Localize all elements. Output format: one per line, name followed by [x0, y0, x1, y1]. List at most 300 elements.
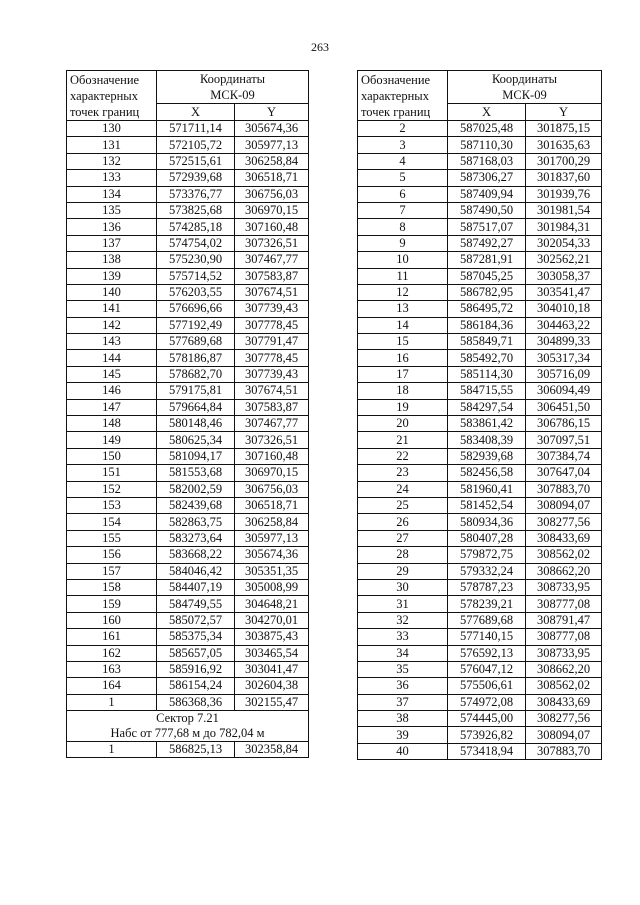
point-number-cell: 130 [67, 121, 157, 137]
table-row [67, 268, 309, 284]
x-coordinate-cell: 587409,94 [448, 186, 526, 202]
y-coordinate-cell: 304010,18 [526, 301, 602, 317]
point-label-line: Обозначение [361, 73, 431, 87]
y-coordinate-cell: 304648,21 [235, 596, 309, 612]
y-coordinate-cell: 302358,84 [235, 742, 309, 758]
x-coordinate-cell: 579664,84 [157, 399, 235, 415]
x-coordinate-cell: 572515,61 [157, 153, 235, 169]
y-coordinate-cell: 308662,20 [526, 661, 602, 677]
point-number-cell: 137 [67, 235, 157, 251]
y-coordinate-cell: 303541,47 [526, 284, 602, 300]
x-header: X [157, 104, 235, 121]
point-number-cell: 33 [358, 629, 448, 645]
y-coordinate-cell: 301837,60 [526, 170, 602, 186]
table-row [358, 219, 602, 235]
y-coordinate-cell: 306518,71 [235, 170, 309, 186]
y-coordinate-cell: 306094,49 [526, 383, 602, 399]
point-number-cell: 5 [358, 170, 448, 186]
y-coordinate-cell: 305351,35 [235, 563, 309, 579]
coords-header [157, 71, 309, 104]
table-row [67, 219, 309, 235]
x-coordinate-cell: 582439,68 [157, 497, 235, 513]
x-coordinate-cell: 577192,49 [157, 317, 235, 333]
x-coordinate-cell: 580148,46 [157, 416, 235, 432]
table-row [67, 579, 309, 595]
table-row [358, 268, 602, 284]
y-coordinate-cell: 306970,15 [235, 465, 309, 481]
y-coordinate-cell: 307674,51 [235, 284, 309, 300]
y-coordinate-cell: 304270,01 [235, 612, 309, 628]
y-coordinate-cell: 307384,74 [526, 448, 602, 464]
point-number-cell: 155 [67, 530, 157, 546]
point-number-cell: 28 [358, 547, 448, 563]
table-row [67, 629, 309, 645]
point-number-cell: 38 [358, 711, 448, 727]
point-number-cell: 15 [358, 334, 448, 350]
y-coordinate-cell: 308777,08 [526, 596, 602, 612]
x-coordinate-cell: 571711,14 [157, 121, 235, 137]
table-row [67, 694, 309, 710]
x-coordinate-cell: 578186,87 [157, 350, 235, 366]
table-row [358, 629, 602, 645]
point-number-cell: 136 [67, 219, 157, 235]
table-row [67, 350, 309, 366]
x-coordinate-cell: 587025,48 [448, 121, 526, 137]
y-coordinate-cell: 301875,15 [526, 121, 602, 137]
table-row [358, 497, 602, 513]
y-coordinate-cell: 307647,04 [526, 465, 602, 481]
point-label-line: характерных [361, 89, 429, 103]
point-number-cell: 162 [67, 645, 157, 661]
point-number-cell: 17 [358, 366, 448, 382]
x-coordinate-cell: 574754,02 [157, 235, 235, 251]
point-number-cell: 23 [358, 465, 448, 481]
x-coordinate-cell: 586495,72 [448, 301, 526, 317]
x-coordinate-cell: 585072,57 [157, 612, 235, 628]
x-coordinate-cell: 579175,81 [157, 383, 235, 399]
y-coordinate-cell: 307791,47 [235, 334, 309, 350]
x-coordinate-cell: 583861,42 [448, 416, 526, 432]
y-header: Y [526, 104, 602, 121]
x-coordinate-cell: 579332,24 [448, 563, 526, 579]
table-row [67, 432, 309, 448]
y-coordinate-cell: 305716,09 [526, 366, 602, 382]
point-number-cell: 35 [358, 661, 448, 677]
point-number-cell: 29 [358, 563, 448, 579]
table-row [358, 514, 602, 530]
x-coordinate-cell: 586825,13 [157, 742, 235, 758]
y-coordinate-cell: 301939,76 [526, 186, 602, 202]
table-row [67, 563, 309, 579]
y-coordinate-cell: 308433,69 [526, 530, 602, 546]
table-row [358, 137, 602, 153]
point-number-cell: 144 [67, 350, 157, 366]
table-row [358, 235, 602, 251]
x-coordinate-cell: 573926,82 [448, 727, 526, 743]
table-row [67, 465, 309, 481]
point-number-cell: 20 [358, 416, 448, 432]
x-coordinate-cell: 587492,27 [448, 235, 526, 251]
point-number-cell: 34 [358, 645, 448, 661]
y-coordinate-cell: 307778,45 [235, 350, 309, 366]
point-number-cell: 11 [358, 268, 448, 284]
y-coordinate-cell: 307097,51 [526, 432, 602, 448]
y-coordinate-cell: 307883,70 [526, 481, 602, 497]
point-number-cell: 158 [67, 579, 157, 595]
point-number-cell: 134 [67, 186, 157, 202]
table-row [67, 252, 309, 268]
table-row [358, 727, 602, 743]
table-row [67, 170, 309, 186]
x-coordinate-cell: 582456,58 [448, 465, 526, 481]
point-number-cell: 27 [358, 530, 448, 546]
point-number-cell: 149 [67, 432, 157, 448]
point-number-cell: 133 [67, 170, 157, 186]
table-row [358, 448, 602, 464]
y-coordinate-cell: 308094,07 [526, 497, 602, 513]
x-coordinate-cell: 587168,03 [448, 153, 526, 169]
y-coordinate-cell: 303041,47 [235, 661, 309, 677]
point-number-cell: 19 [358, 399, 448, 415]
y-coordinate-cell: 302155,47 [235, 694, 309, 710]
point-label-header [67, 71, 157, 121]
coordinates-table-left [66, 70, 309, 758]
coords-label-line: Координаты [199, 72, 266, 87]
point-number-cell: 40 [358, 743, 448, 759]
table-row [67, 186, 309, 202]
table-row [358, 399, 602, 415]
point-number-cell: 1 [67, 694, 157, 710]
table-row [358, 645, 602, 661]
point-number-cell: 1 [67, 742, 157, 758]
coords-label-line: МСК-09 [502, 88, 547, 103]
point-number-cell: 151 [67, 465, 157, 481]
y-coordinate-cell: 307160,48 [235, 219, 309, 235]
x-coordinate-cell: 577689,68 [157, 334, 235, 350]
point-number-cell: 21 [358, 432, 448, 448]
table-row [358, 661, 602, 677]
point-number-cell: 138 [67, 252, 157, 268]
x-coordinate-cell: 576047,12 [448, 661, 526, 677]
table-row [67, 284, 309, 300]
x-coordinate-cell: 577140,15 [448, 629, 526, 645]
y-coordinate-cell: 308277,56 [526, 514, 602, 530]
y-header: Y [235, 104, 309, 121]
point-number-cell: 132 [67, 153, 157, 169]
y-coordinate-cell: 307326,51 [235, 432, 309, 448]
point-number-cell: 150 [67, 448, 157, 464]
y-coordinate-cell: 308733,95 [526, 645, 602, 661]
table-row [358, 153, 602, 169]
point-number-cell: 3 [358, 137, 448, 153]
table-row [358, 579, 602, 595]
x-coordinate-cell: 584749,55 [157, 596, 235, 612]
table-row [67, 317, 309, 333]
y-coordinate-cell: 307674,51 [235, 383, 309, 399]
table-row [67, 612, 309, 628]
point-number-cell: 143 [67, 334, 157, 350]
y-coordinate-cell: 308433,69 [526, 694, 602, 710]
table-row [358, 186, 602, 202]
point-number-cell: 16 [358, 350, 448, 366]
y-coordinate-cell: 307883,70 [526, 743, 602, 759]
y-coordinate-cell: 305008,99 [235, 579, 309, 595]
x-coordinate-cell: 585114,30 [448, 366, 526, 382]
coords-label-line: Координаты [491, 72, 558, 87]
point-number-cell: 2 [358, 121, 448, 137]
table-row [67, 137, 309, 153]
y-coordinate-cell: 307583,87 [235, 268, 309, 284]
point-number-cell: 153 [67, 497, 157, 513]
table-row [67, 530, 309, 546]
y-coordinate-cell: 302054,33 [526, 235, 602, 251]
y-coordinate-cell: 306258,84 [235, 514, 309, 530]
y-coordinate-cell: 301635,63 [526, 137, 602, 153]
table-row [67, 596, 309, 612]
table-row [67, 742, 309, 758]
point-number-cell: 4 [358, 153, 448, 169]
x-coordinate-cell: 584046,42 [157, 563, 235, 579]
table-row [358, 317, 602, 333]
y-coordinate-cell: 301981,54 [526, 202, 602, 218]
y-coordinate-cell: 305977,13 [235, 137, 309, 153]
x-coordinate-cell: 584715,55 [448, 383, 526, 399]
table-row [358, 202, 602, 218]
x-header: X [448, 104, 526, 121]
point-number-cell: 30 [358, 579, 448, 595]
y-coordinate-cell: 306258,84 [235, 153, 309, 169]
x-coordinate-cell: 587490,50 [448, 202, 526, 218]
x-coordinate-cell: 580934,36 [448, 514, 526, 530]
y-coordinate-cell: 302604,38 [235, 678, 309, 694]
x-coordinate-cell: 577689,68 [448, 612, 526, 628]
table-row [67, 678, 309, 694]
x-coordinate-cell: 576592,13 [448, 645, 526, 661]
y-coordinate-cell: 308733,95 [526, 579, 602, 595]
table-row [358, 170, 602, 186]
sector-header [67, 711, 309, 742]
y-coordinate-cell: 306756,03 [235, 186, 309, 202]
y-coordinate-cell: 308562,02 [526, 547, 602, 563]
y-coordinate-cell: 307739,43 [235, 301, 309, 317]
table-row [358, 383, 602, 399]
table-row [358, 416, 602, 432]
point-number-cell: 26 [358, 514, 448, 530]
y-coordinate-cell: 308562,02 [526, 678, 602, 694]
table-row [67, 661, 309, 677]
point-number-cell: 156 [67, 547, 157, 563]
x-coordinate-cell: 572939,68 [157, 170, 235, 186]
table-row [67, 334, 309, 350]
table-row [358, 481, 602, 497]
table-row [358, 350, 602, 366]
table-row [67, 547, 309, 563]
point-number-cell: 154 [67, 514, 157, 530]
x-coordinate-cell: 579872,75 [448, 547, 526, 563]
table-row [358, 334, 602, 350]
table-row [358, 563, 602, 579]
page-number: 263 [311, 40, 329, 54]
y-coordinate-cell: 308094,07 [526, 727, 602, 743]
coordinates-table-right [357, 70, 602, 760]
table-row [358, 121, 602, 137]
table-row [358, 252, 602, 268]
table-row [358, 596, 602, 612]
x-coordinate-cell: 575230,90 [157, 252, 235, 268]
x-coordinate-cell: 580625,34 [157, 432, 235, 448]
point-number-cell: 25 [358, 497, 448, 513]
x-coordinate-cell: 583668,22 [157, 547, 235, 563]
y-coordinate-cell: 304463,22 [526, 317, 602, 333]
x-coordinate-cell: 583408,39 [448, 432, 526, 448]
x-coordinate-cell: 578787,23 [448, 579, 526, 595]
table-row [358, 366, 602, 382]
x-coordinate-cell: 574285,18 [157, 219, 235, 235]
x-coordinate-cell: 586154,24 [157, 678, 235, 694]
x-coordinate-cell: 576696,66 [157, 301, 235, 317]
point-number-cell: 147 [67, 399, 157, 415]
table-row [67, 416, 309, 432]
table-row [358, 301, 602, 317]
table-row [67, 235, 309, 251]
y-coordinate-cell: 306756,03 [235, 481, 309, 497]
y-coordinate-cell: 303465,54 [235, 645, 309, 661]
y-coordinate-cell: 301984,31 [526, 219, 602, 235]
point-number-cell: 152 [67, 481, 157, 497]
x-coordinate-cell: 581094,17 [157, 448, 235, 464]
point-number-cell: 163 [67, 661, 157, 677]
point-number-cell: 36 [358, 678, 448, 694]
point-number-cell: 6 [358, 186, 448, 202]
x-coordinate-cell: 585657,05 [157, 645, 235, 661]
table-row [358, 743, 602, 759]
table-row [358, 678, 602, 694]
point-number-cell: 142 [67, 317, 157, 333]
point-number-cell: 146 [67, 383, 157, 399]
y-coordinate-cell: 307326,51 [235, 235, 309, 251]
table-row [67, 481, 309, 497]
y-coordinate-cell: 308662,20 [526, 563, 602, 579]
x-coordinate-cell: 572105,72 [157, 137, 235, 153]
table-row [358, 694, 602, 710]
x-coordinate-cell: 584297,54 [448, 399, 526, 415]
x-coordinate-cell: 585849,71 [448, 334, 526, 350]
x-coordinate-cell: 585492,70 [448, 350, 526, 366]
x-coordinate-cell: 582939,68 [448, 448, 526, 464]
x-coordinate-cell: 581452,54 [448, 497, 526, 513]
point-number-cell: 10 [358, 252, 448, 268]
coords-label-line: МСК-09 [210, 88, 255, 103]
point-label-line: характерных [70, 89, 138, 103]
point-number-cell: 14 [358, 317, 448, 333]
y-coordinate-cell: 305674,36 [235, 121, 309, 137]
point-number-cell: 13 [358, 301, 448, 317]
table-row [67, 366, 309, 382]
y-coordinate-cell: 305674,36 [235, 547, 309, 563]
x-coordinate-cell: 585375,34 [157, 629, 235, 645]
table-row [67, 497, 309, 513]
x-coordinate-cell: 582002,59 [157, 481, 235, 497]
table-row [67, 301, 309, 317]
point-number-cell: 18 [358, 383, 448, 399]
sector-subtitle: Набс от 777,68 м до 782,04 м [110, 726, 265, 741]
y-coordinate-cell: 306518,71 [235, 497, 309, 513]
point-number-cell: 24 [358, 481, 448, 497]
point-number-cell: 131 [67, 137, 157, 153]
x-coordinate-cell: 583273,64 [157, 530, 235, 546]
table-row [358, 530, 602, 546]
table-row [67, 383, 309, 399]
y-coordinate-cell: 304899,33 [526, 334, 602, 350]
x-coordinate-cell: 586184,36 [448, 317, 526, 333]
point-number-cell: 32 [358, 612, 448, 628]
y-coordinate-cell: 306970,15 [235, 202, 309, 218]
y-coordinate-cell: 308791,47 [526, 612, 602, 628]
point-number-cell: 7 [358, 202, 448, 218]
x-coordinate-cell: 587045,25 [448, 268, 526, 284]
y-coordinate-cell: 307160,48 [235, 448, 309, 464]
x-coordinate-cell: 574972,08 [448, 694, 526, 710]
x-coordinate-cell: 582863,75 [157, 514, 235, 530]
table-row [67, 645, 309, 661]
y-coordinate-cell: 308277,56 [526, 711, 602, 727]
point-number-cell: 148 [67, 416, 157, 432]
x-coordinate-cell: 575506,61 [448, 678, 526, 694]
point-number-cell: 157 [67, 563, 157, 579]
point-number-cell: 37 [358, 694, 448, 710]
y-coordinate-cell: 307778,45 [235, 317, 309, 333]
x-coordinate-cell: 574445,00 [448, 711, 526, 727]
x-coordinate-cell: 576203,55 [157, 284, 235, 300]
point-number-cell: 139 [67, 268, 157, 284]
x-coordinate-cell: 584407,19 [157, 579, 235, 595]
x-coordinate-cell: 587110,30 [448, 137, 526, 153]
point-number-cell: 12 [358, 284, 448, 300]
x-coordinate-cell: 580407,28 [448, 530, 526, 546]
x-coordinate-cell: 586368,36 [157, 694, 235, 710]
x-coordinate-cell: 581553,68 [157, 465, 235, 481]
point-number-cell: 140 [67, 284, 157, 300]
y-coordinate-cell: 307739,43 [235, 366, 309, 382]
x-coordinate-cell: 581960,41 [448, 481, 526, 497]
x-coordinate-cell: 578239,21 [448, 596, 526, 612]
point-number-cell: 8 [358, 219, 448, 235]
x-coordinate-cell: 578682,70 [157, 366, 235, 382]
table-row [358, 612, 602, 628]
table-row [67, 153, 309, 169]
x-coordinate-cell: 587306,27 [448, 170, 526, 186]
table-row [67, 448, 309, 464]
sector-title: Сектор 7.21 [156, 711, 219, 726]
x-coordinate-cell: 587281,91 [448, 252, 526, 268]
x-coordinate-cell: 575714,52 [157, 268, 235, 284]
y-coordinate-cell: 306451,50 [526, 399, 602, 415]
point-label-line: точек границ [70, 105, 140, 119]
x-coordinate-cell: 587517,07 [448, 219, 526, 235]
point-label-header [358, 71, 448, 121]
point-number-cell: 135 [67, 202, 157, 218]
y-coordinate-cell: 305317,34 [526, 350, 602, 366]
point-number-cell: 145 [67, 366, 157, 382]
point-number-cell: 9 [358, 235, 448, 251]
point-label-line: Обозначение [70, 73, 140, 87]
table-row [358, 284, 602, 300]
table-row [67, 202, 309, 218]
x-coordinate-cell: 573376,77 [157, 186, 235, 202]
point-number-cell: 22 [358, 448, 448, 464]
table-row [67, 399, 309, 415]
x-coordinate-cell: 586782,95 [448, 284, 526, 300]
